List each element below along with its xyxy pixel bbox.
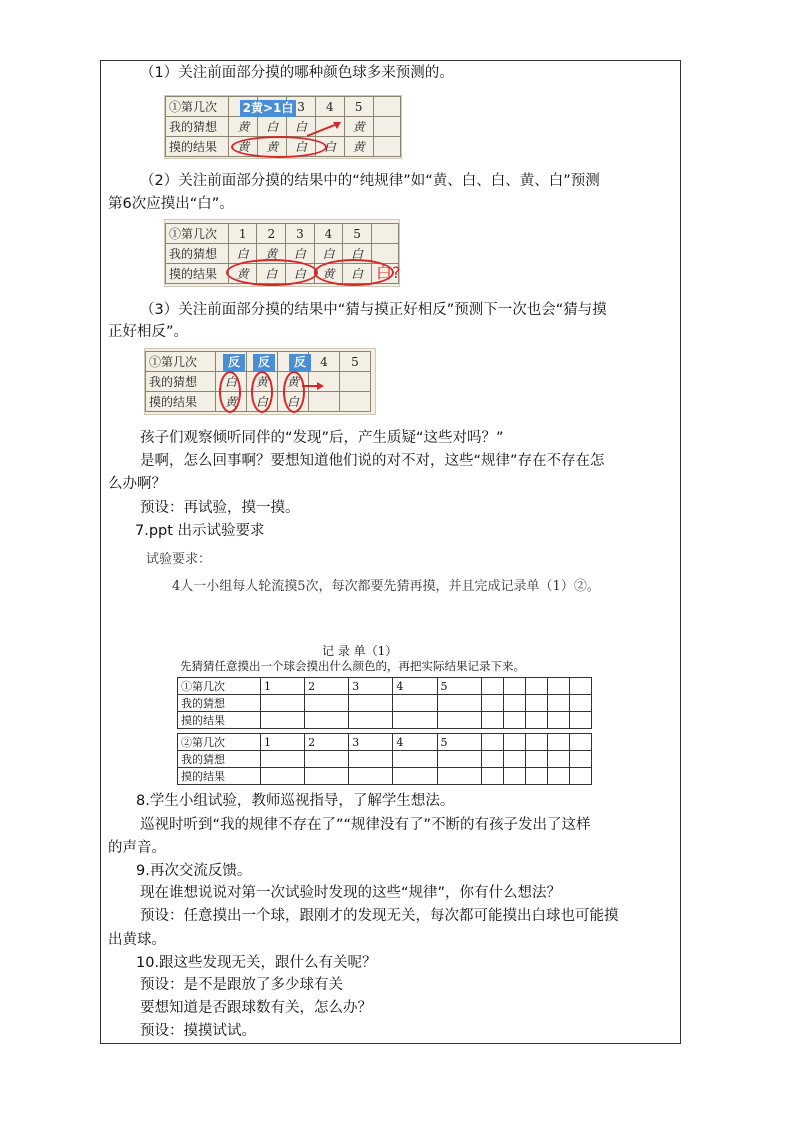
record1-header: ①第几次 — [178, 678, 261, 695]
photo3-table: ①第几次 4 5 我的猜想 白 黄 黄 摸的结果 黄 白 白 — [145, 351, 371, 412]
photo1-guess-label: 我的猜想 — [166, 117, 229, 137]
photo1-badge: 2黄>1白 — [240, 100, 296, 117]
photo1-table: ①第几次 3 4 5 我的猜想 黄 白 白 黄 摸的结果 黄 黄 白 白 黄 — [165, 96, 401, 157]
paragraph-4: 孩子们观察倾听同伴的“发现”后，产生质疑“这些对吗？” — [140, 430, 504, 446]
paragraph-14: 预设：是不是跟放了多少球有关 — [140, 977, 343, 993]
photo-record-1 — [164, 95, 402, 159]
paragraph-3: （3）关注前面部分摸的结果中“猜与摸正好相反”预测下一次也会“猜与摸 — [140, 302, 607, 318]
arrow-icon — [301, 379, 325, 393]
paragraph-15: 要想知道是否跟球数有关，怎么办？ — [140, 1000, 372, 1016]
record-table-1: ①第几次 1 2 3 4 5 我的猜想 摸的结果 — [177, 677, 592, 729]
photo2-table: ①第几次 1 2 3 4 5 我的猜想 白 黄 白 白 白 摸的结果 黄 白 白 黄 白 — [165, 223, 399, 284]
record-title: 记 录 单（1） — [322, 644, 398, 658]
photo3-badge-2: 反 — [253, 354, 275, 371]
paragraph-16: 预设：摸摸试试。 — [140, 1023, 256, 1039]
requirement-title: 试验要求： — [146, 552, 212, 567]
photo3-badge-1: 反 — [223, 354, 245, 371]
record2-result-label: 摸的结果 — [178, 768, 261, 785]
paragraph-2-cont: 第6次应摸出“白”。 — [108, 196, 234, 212]
photo3-oval-2 — [251, 371, 273, 413]
record2-guess-label: 我的猜想 — [178, 751, 261, 768]
photo1-result-label: 摸的结果 — [166, 137, 229, 157]
paragraph-6: 预设：再试验，摸一摸。 — [140, 500, 300, 516]
record1-result-label: 摸的结果 — [178, 712, 261, 729]
photo2-prediction: 白? — [376, 263, 401, 282]
record-table-2: ②第几次 1 2 3 4 5 我的猜想 摸的结果 — [177, 733, 592, 785]
record1-guess-label: 我的猜想 — [178, 695, 261, 712]
paragraph-8: 8.学生小组试验，教师巡视指导，了解学生想法。 — [136, 793, 455, 809]
paragraph-3-cont: 正好相反”。 — [108, 324, 189, 340]
photo1-row-header: ①第几次 — [166, 97, 229, 117]
paragraph-7: 7.ppt 出示试验要求 — [135, 523, 265, 539]
paragraph-13: 10.跟这些发现无关，跟什么有关呢？ — [136, 955, 377, 971]
paragraph-2: （2）关注前面部分摸的结果中的“纯规律”如“黄、白、白、黄、白”预测 — [140, 173, 600, 189]
arrow-icon — [305, 118, 345, 140]
paragraph-5: 是啊，怎么回事啊？要想知道他们说的对不对，这些“规律”存在不存在怎 — [140, 453, 605, 469]
paragraph-9: 巡视时听到“我的规律不存在了”“规律没有了”不断的有孩子发出了这样 — [140, 817, 591, 833]
record2-header: ②第几次 — [178, 734, 261, 751]
photo-record-3 — [144, 348, 376, 415]
record-sheet — [177, 677, 592, 789]
paragraph-1: （1）关注前面部分摸的哪种颜色球多来预测的。 — [140, 65, 454, 81]
record-cell[interactable] — [261, 695, 305, 712]
paragraph-12-cont: 出黄球。 — [108, 932, 166, 948]
paragraph-5-cont: 么办啊？ — [108, 476, 166, 492]
paragraph-9-cont: 的声音。 — [108, 840, 166, 856]
paragraph-11: 现在谁想说说对第一次试验时发现的这些“规律”，你有什么想法？ — [140, 885, 562, 901]
paragraph-12: 预设：任意摸出一个球，跟刚才的发现无关，每次都可能摸出白球也可能摸 — [140, 908, 619, 924]
photo2-oval-left — [226, 259, 318, 286]
photo3-oval-1 — [219, 371, 241, 413]
requirement-body: 4人一小组每人轮流摸5次，每次都要先猜再摸，并且完成记录单（1）②。 — [172, 579, 600, 594]
record-subtitle: 先猜猜任意摸出一个球会摸出什么颜色的，再把实际结果记录下来。 — [180, 659, 525, 673]
photo3-badge-3: 反 — [289, 354, 311, 371]
paragraph-10: 9.再次交流反馈。 — [136, 863, 252, 879]
